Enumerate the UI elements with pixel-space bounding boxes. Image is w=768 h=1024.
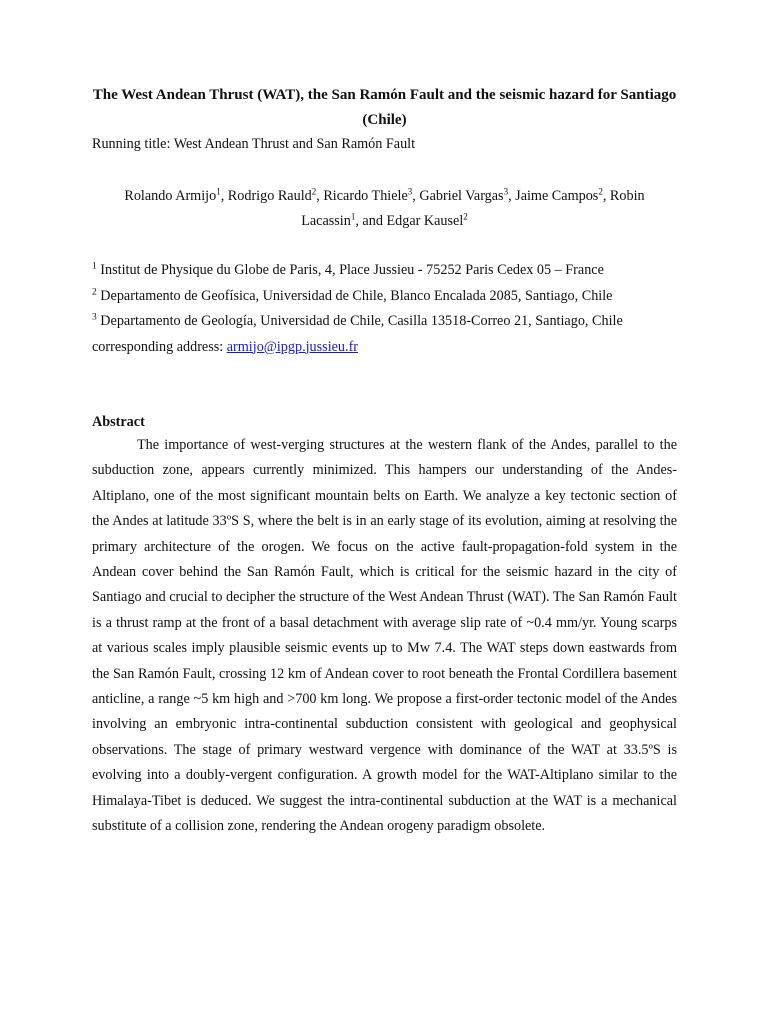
author: Jaime Campos$^2$ bbox=[515, 186, 603, 204]
author: Robin bbox=[609, 188, 645, 204]
author: Rodrigo Rauld$^2$ bbox=[227, 186, 317, 204]
abstract-text: The importance of west-verging structures at the western flank of the Andes, parallel to the subduction zone, appears currently minimized. This hampers our understanding of the Andes-Altiplano, one of the most significant mountain belts on Earth. We analyze a key tectonic section of the Andes at latitude 33ºS S, where the belt is in an early stage of its evolution, aiming at resolving the primary architecture of the orogen. We focus on the active fault-propagation-fold system in the Andean cover behind the San Ramón Fault, which is critical for the seismic hazard in the city of Santiago and crucial to decipher the structure of the West Andean Thrust (WAT). The San Ramón Fault is a thrust ramp at the front of a basal detachment with average slip rate of ~0.4 mm/yr. Young scarps at various scales imply plausible seismic events up to Mw 7.4. The WAT steps down eastwards from the San Ramón Fault, crossing 12 km of Andean cover to root beneath the Frontal Cordillera basement anticline, a range ~5 km high and >700 km long. We propose a first-order tectonic model of the Andes involving an embryonic intra-continental subduction consistent with geological and geophysical observations. The stage of primary westward vergence with dominance of the WAT at 33.5ºS is evolving into a doubly-vergent configuration. A growth model for the WAT-Altiplano similar to the Himalaya-Tibet is deduced. We suggest the intra-continental subduction at the WAT is a mechanical substitute of a collision zone, rendering the Andean orogeny paradigm obsolete. bbox=[92, 437, 677, 835]
paper-title: The West Andean Thrust (WAT), the San Ramón Fault and the seismic hazard for Santiago (Chile) bbox=[92, 87, 677, 128]
affiliations bbox=[92, 259, 677, 358]
author-list: Rolando Armijo$^1$, Rodrigo Rauld$^2$, Ricardo Thiele$^3$, Gabriel Vargas$^3$, Jaime Campos$^2$, Robin Lacassin$^1$, and Edgar Kausel$^2$ bbox=[124, 186, 645, 229]
email-link[interactable]: armijo@ipgp.jussieu.fr bbox=[226, 338, 359, 355]
author: Lacassin$^1$ bbox=[301, 211, 356, 229]
author: Gabriel Vargas$^3$ bbox=[419, 186, 509, 204]
affiliation: $^1$ Institut de Physique du Globe de Paris, 4, Place Jussieu - 75252 Paris Cedex 05 – France bbox=[92, 261, 604, 278]
affiliation: $^3$ Departamento de Geología, Universidad de Chile, Casilla 13518-Correo 21, Santiago, Chile bbox=[92, 312, 623, 329]
author: Edgar Kausel$^2$ bbox=[386, 211, 468, 229]
author: Ricardo Thiele$^3$ bbox=[323, 186, 413, 204]
affiliation: $^2$ Departamento de Geofísica, Universidad de Chile, Blanco Encalada 2085, Santiago, Chile bbox=[92, 286, 613, 304]
author: Rolando Armijo$^1$ bbox=[124, 186, 221, 204]
abstract-heading: Abstract bbox=[92, 414, 145, 430]
correspondence bbox=[92, 336, 677, 358]
correspondence-label: corresponding address: bbox=[92, 338, 227, 355]
running-title: Running title: West Andean Thrust and San Ramón Fault bbox=[92, 136, 416, 152]
